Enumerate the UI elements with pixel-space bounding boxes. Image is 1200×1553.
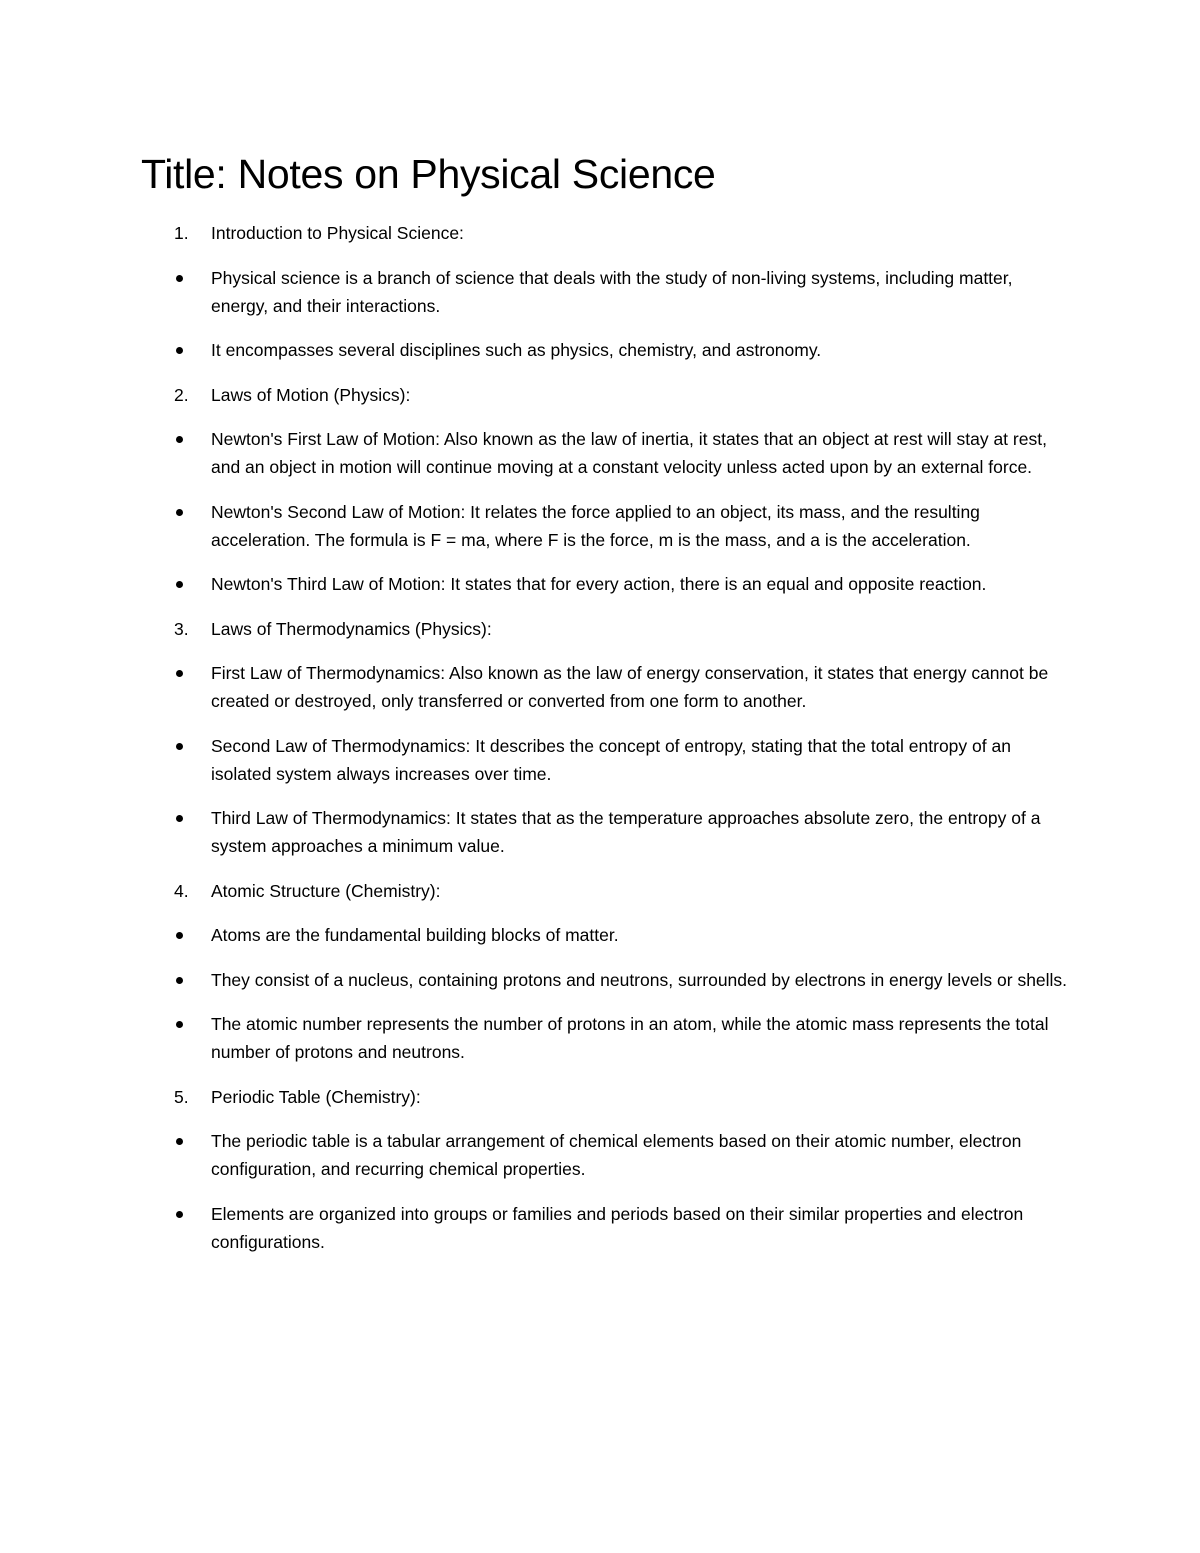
bullet-item xyxy=(0,498,1071,554)
bullet-icon xyxy=(176,436,183,443)
bullet-text: The atomic number represents the number of protons in an atom, while the atomic mass represents the total number of protons and neutrons. xyxy=(211,1014,1049,1062)
bullet-icon xyxy=(176,932,183,939)
section-heading xyxy=(0,615,1071,643)
bullet-icon xyxy=(176,1138,183,1145)
bullet-item xyxy=(0,659,1071,715)
section-heading-text: Laws of Motion (Physics): xyxy=(211,384,411,405)
bullet-text: Physical science is a branch of science that deals with the study of non-living systems, including matter, energy, and their interactions. xyxy=(211,267,1013,316)
bullet-text: It encompasses several disciplines such as physics, chemistry, and astronomy. xyxy=(211,340,822,360)
bullet-icon xyxy=(176,347,183,354)
section-heading xyxy=(0,877,1071,905)
section-heading-text: Introduction to Physical Science: xyxy=(211,223,464,243)
bullet-text: Elements are organized into groups or families and periods based on their similar properties and electron configurations. xyxy=(211,1203,1024,1252)
bullet-icon xyxy=(176,275,183,282)
bullet-item xyxy=(0,804,1071,860)
bullet-icon xyxy=(176,743,183,750)
bullet-icon xyxy=(176,581,183,588)
bullet-text: First Law of Thermodynamics: Also known as the law of energy conservation, it states that energy cannot be created or destroyed, only transferred or converted from one form to another. xyxy=(211,663,1049,711)
bullet-text: Atoms are the fundamental building blocks of matter. xyxy=(211,925,619,945)
bullet-item xyxy=(0,264,1071,320)
bullet-icon xyxy=(176,977,183,984)
section-heading-text: Atomic Structure (Chemistry): xyxy=(211,880,441,901)
section-heading-text: Laws of Thermodynamics (Physics): xyxy=(211,618,492,639)
bullet-item xyxy=(0,1200,1071,1256)
section-heading xyxy=(0,381,1071,409)
document-body xyxy=(0,219,1200,1272)
section-number: 1. xyxy=(174,223,189,243)
bullet-item xyxy=(0,1127,1071,1183)
bullet-icon xyxy=(176,1021,183,1028)
section-number: 4. xyxy=(174,880,189,901)
section-number: 5. xyxy=(174,1086,189,1107)
section-number: 3. xyxy=(174,618,189,639)
bullet-item xyxy=(0,1010,1071,1066)
bullet-text: Newton's First Law of Motion: Also known as the law of inertia, it states that an object at rest will stay at rest, and an object in motion will continue moving at a constant velocity unless acted upon by an external force. xyxy=(211,429,1047,477)
bullet-icon xyxy=(176,815,183,822)
bullet-text: They consist of a nucleus, containing protons and neutrons, surrounded by electrons in energy levels or shells. xyxy=(211,969,1068,990)
bullet-text: Second Law of Thermodynamics: It describes the concept of entropy, stating that the total entropy of an isolated system always increases over time. xyxy=(211,735,1011,784)
bullet-text: Newton's Second Law of Motion: It relates the force applied to an object, its mass, and the resulting acceleration. The formula is F = ma, where F is the force, m is the mass, and a is the acceleration. xyxy=(211,501,980,550)
bullet-item xyxy=(0,336,1071,364)
bullet-item xyxy=(0,570,1071,598)
section-heading xyxy=(0,1083,1071,1111)
bullet-icon xyxy=(176,670,183,677)
bullet-item xyxy=(0,425,1071,481)
bullet-icon xyxy=(176,1211,183,1218)
document-title: Title: Notes on Physical Science xyxy=(141,151,716,197)
bullet-item xyxy=(0,921,1071,949)
bullet-text: Third Law of Thermodynamics: It states that as the temperature approaches absolute zero, the entropy of a system approaches a minimum value. xyxy=(211,808,1041,856)
section-number: 2. xyxy=(174,384,189,405)
section-heading-text: Periodic Table (Chemistry): xyxy=(211,1086,421,1107)
bullet-item xyxy=(0,732,1071,788)
bullet-text: Newton's Third Law of Motion: It states that for every action, there is an equal and opposite reaction. xyxy=(211,574,987,594)
bullet-icon xyxy=(176,509,183,516)
section-heading xyxy=(0,219,1071,247)
bullet-text: The periodic table is a tabular arrangement of chemical elements based on their atomic number, electron configuration, and recurring chemical properties. xyxy=(211,1131,1022,1179)
bullet-item xyxy=(0,966,1071,994)
